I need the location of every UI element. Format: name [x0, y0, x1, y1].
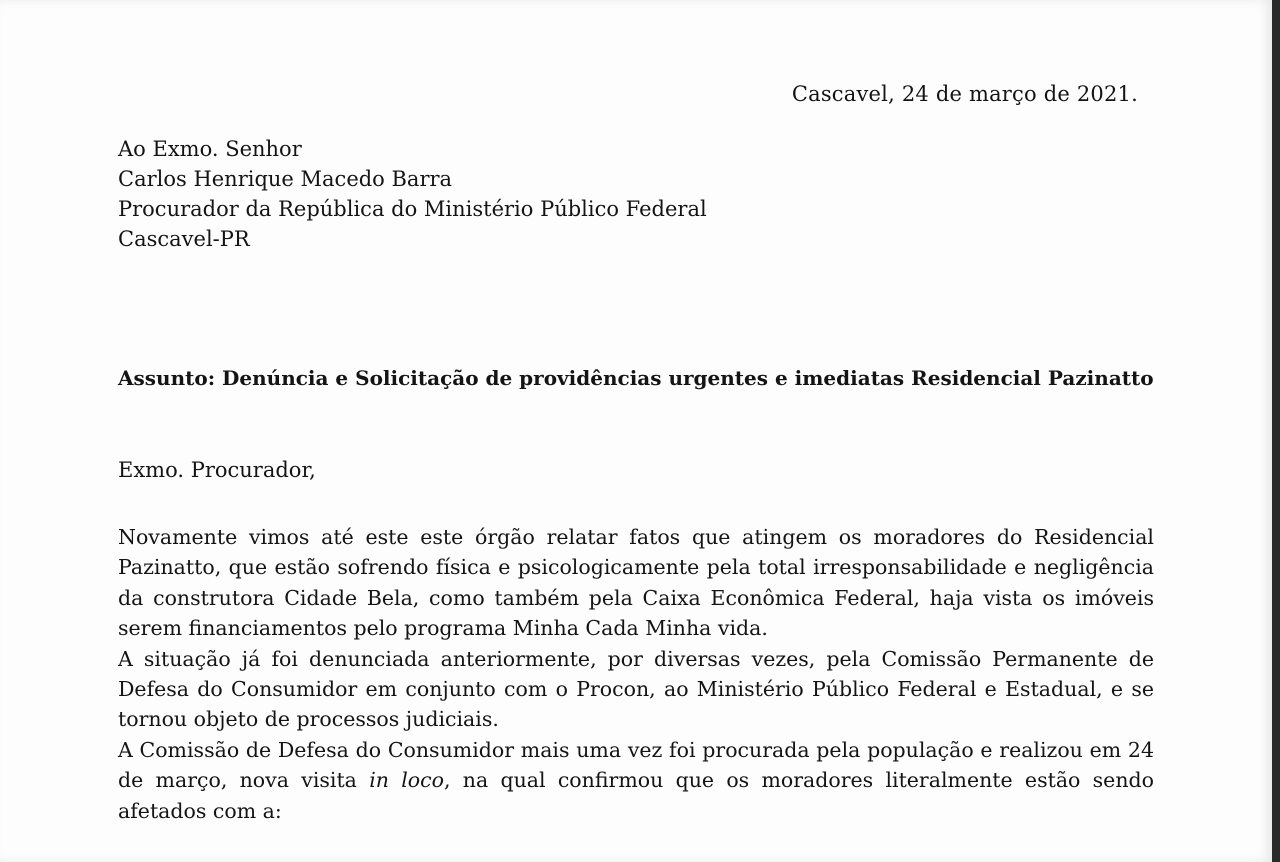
recipient-block — [118, 134, 707, 254]
paragraph-3-text-end: , na qual confirmou que os moradores literalmente estão sendo afetados com a: — [118, 768, 1154, 823]
recipient-name: Carlos Henrique Macedo Barra — [118, 167, 453, 191]
letter-subject: Assunto: Denúncia e Solicitação de providências urgentes e imediatas Residencial Pazinatto — [118, 366, 1154, 390]
paragraph-3-text-start: A Comissão de Defesa do Consumidor mais uma vez foi procurada pela população e realizou em 24 de março, nova visita — [118, 737, 1154, 793]
body-paragraph-2: A situação já foi denunciada anteriormente, por diversas vezes, pela Comissão Permanente de Defesa do Consumidor em conjunto com o Procon, ao Ministério Público Federal e Estadual, e se tornou objeto de processos judiciais. — [118, 646, 1154, 732]
recipient-title: Procurador da República do Ministério Público Federal — [118, 197, 707, 221]
recipient-salutation-line: Ao Exmo. Senhor — [118, 137, 302, 161]
body-paragraph-3 — [118, 735, 1154, 826]
letter-body — [118, 522, 1154, 826]
body-paragraph-1: Novamente vimos até este este órgão relatar fatos que atingem os moradores do Residencial Pazinatto, que estão sofrendo física e psicologicamente pela total irresponsabilidade e negligência da construtora Cidade Bela, como também pela Caixa Econômica Federal, haja vista os imóveis serem financiamentos pelo programa Minha Cada Minha vida. — [118, 525, 1154, 641]
letter-date: Cascavel, 24 de março de 2021. — [791, 82, 1138, 106]
letter-salutation: Exmo. Procurador, — [118, 458, 316, 482]
recipient-city: Cascavel-PR — [118, 227, 250, 251]
paragraph-3-italic-term: in loco — [369, 768, 444, 793]
